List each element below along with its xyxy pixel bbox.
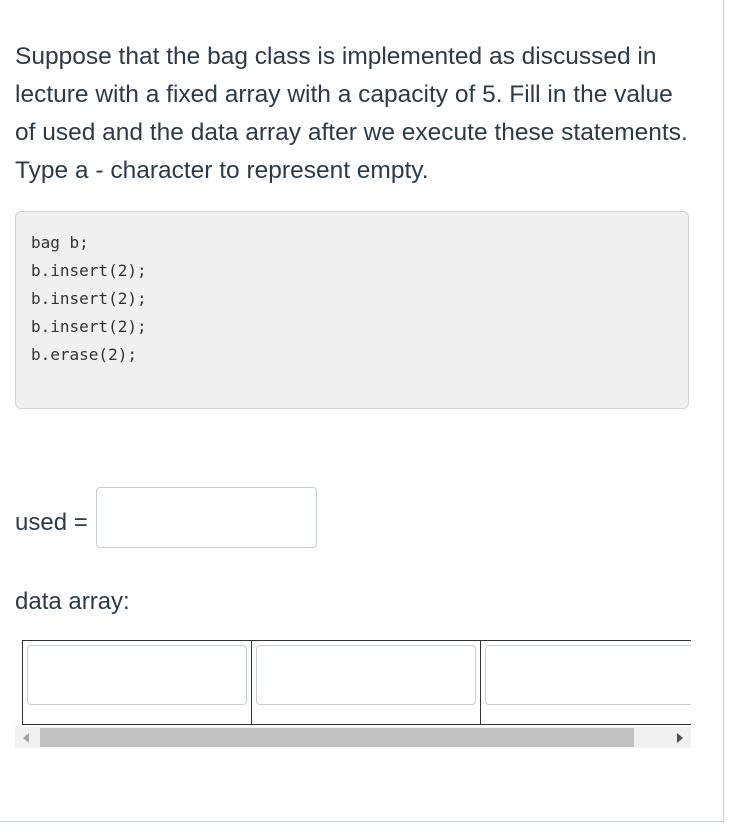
code-line: b.erase(2); [31, 345, 137, 364]
scroll-right-button[interactable] [669, 727, 691, 748]
horizontal-scrollbar[interactable] [15, 727, 691, 748]
code-line: bag b; [31, 233, 89, 252]
code-text [31, 229, 147, 369]
data-array-cell [23, 641, 252, 725]
code-block [15, 211, 689, 409]
data-array-viewport [22, 640, 691, 725]
scroll-right-arrow-icon [676, 733, 684, 743]
used-label: used = [15, 509, 88, 536]
data-array-input-1[interactable] [256, 645, 476, 705]
data-array-row [23, 641, 692, 725]
data-array-label: data array: [15, 588, 130, 615]
scroll-thumb[interactable] [40, 728, 634, 747]
code-line: b.insert(2); [31, 289, 147, 308]
used-input[interactable] [96, 487, 317, 548]
data-array-table [22, 640, 691, 725]
question-text: Suppose that the bag class is implemented as discussed in lecture with a fixed array with a capacity of 5. Fill in the value of used and the data array after we execute these statements. Type a - character to represent empty. [15, 43, 688, 184]
scroll-left-arrow-icon [22, 733, 30, 743]
scroll-left-button[interactable] [15, 727, 37, 748]
data-array-input-0[interactable] [27, 645, 247, 705]
data-array-cell [251, 641, 480, 725]
data-array-cell [480, 641, 691, 725]
data-array-input-2[interactable] [485, 645, 691, 705]
code-line: b.insert(2); [31, 261, 147, 280]
code-line: b.insert(2); [31, 317, 147, 336]
